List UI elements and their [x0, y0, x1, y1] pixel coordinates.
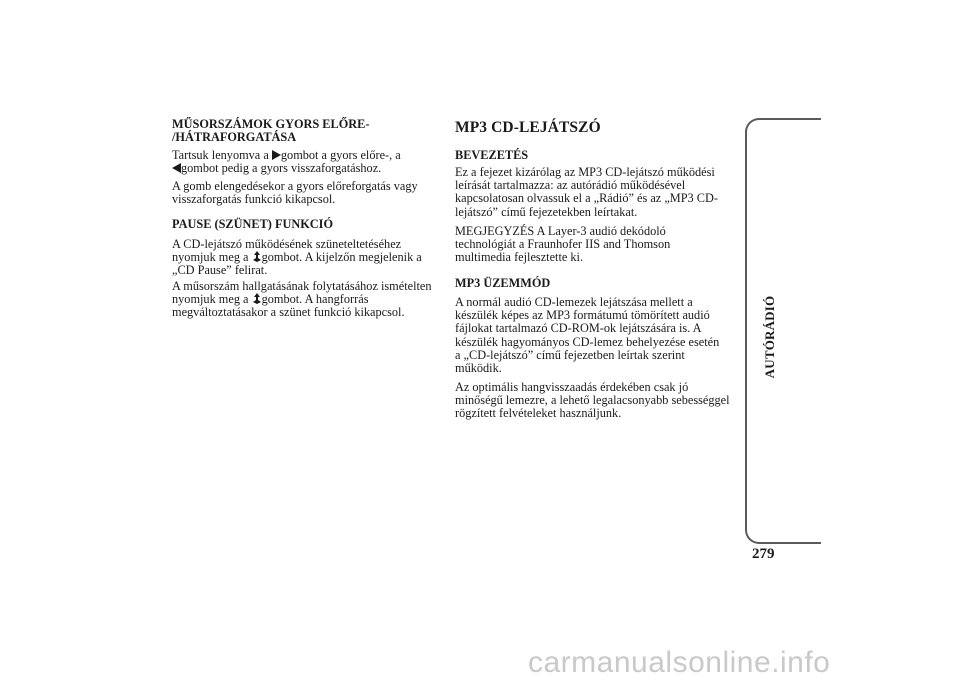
subheading-mp3-mode: MP3 ÜZEMMÓD [455, 276, 551, 290]
side-tab-vertical-rule [745, 130, 747, 528]
section-title-fast-forward: MŰSORSZÁMOK GYORS ELŐRE- /HÁTRAFORGATÁSA [172, 117, 370, 144]
paragraph-note: MEGJEGYZÉS A Layer-3 audió dekódoló technológiát a Fraunhofer IIS and Thomson multimedia fejlesztette ki. [455, 224, 671, 265]
watermark: carmanualsonline.info [528, 646, 831, 679]
paragraph-fast-forward-instructions: Tartsuk lenyomva a gombot a gyors előre-, a gombot pedig a gyors visszaforgatáshoz. [172, 148, 401, 176]
paragraph-release-button: A gomb elengedésekor a gyors előreforgatás vagy visszaforgatás funkció kikapcsol. [172, 179, 418, 207]
side-tab-bottom-rule [745, 527, 821, 544]
paragraph-mp3-mode: A normál audió CD-lemezek lejátszása mellett a készülék képes az MP3 formátumú tömörített audió fájlokat tartalmazó CD-ROM-ok lejátszására is. A készülék hagyományos CD-lemez behelyezése esetén a „CD-lejátszó” című fejezetben leírtak szerint működik. [455, 295, 720, 376]
subheading-introduction: BEVEZETÉS [455, 148, 529, 162]
play-left-triangle-icon [172, 163, 181, 173]
play-right-triangle-icon [272, 150, 281, 160]
section-title-mp3: MP3 CD-LEJÁTSZÓ [455, 119, 601, 136]
knob-press-icon [252, 251, 262, 262]
side-tab-top-rule [759, 118, 821, 120]
section-title-pause: PAUSE (SZÜNET) FUNKCIÓ [172, 217, 334, 231]
knob-press-icon [252, 293, 262, 304]
side-tab-label: AUTÓRÁDIÓ [762, 295, 777, 379]
paragraph-introduction: Ez a fejezet kizárólag az MP3 CD-lejátszó működési leírását tartalmazza: az autórádió működésével kapcsolatosan olvassuk el a „Rádió” és az „MP3 CD- lejátszó” című fejezetekben leírtakat. [455, 165, 718, 219]
paragraph-resume-instructions: A műsorszám hallgatásának folytatásához ismételten nyomjuk meg a gombot. A hangforrás megváltoztatásakor a szünet funkció kikapcsol. [172, 279, 432, 320]
page-number: 279 [752, 546, 775, 562]
paragraph-optimal-playback: Az optimális hangvisszaadás érdekében csak jó minőségű lemezre, a lehető legalacsonyabb sebességgel rögzített felvételeket használjunk. [455, 380, 730, 421]
paragraph-pause-instructions: A CD-lejátszó működésének szüneteltetéséhez nyomjuk meg a gombot. A kijelzőn megjelenik a „CD Pause” felirat. [172, 237, 422, 278]
side-tab-top-corner [745, 118, 775, 132]
